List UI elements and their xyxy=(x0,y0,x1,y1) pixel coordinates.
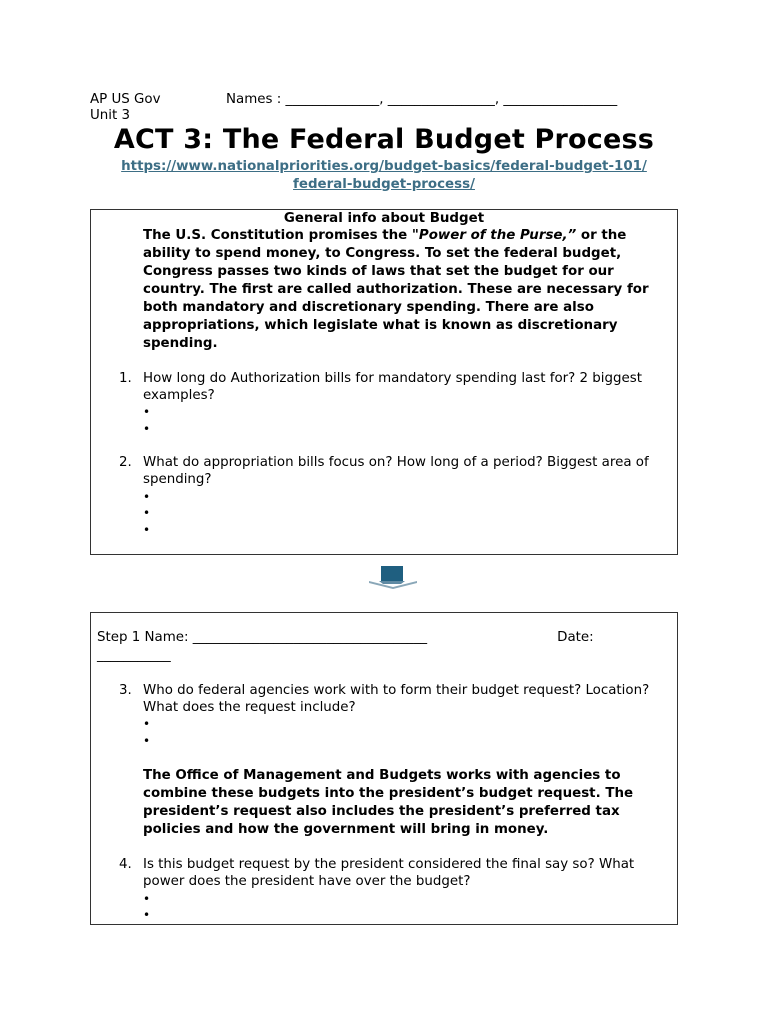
general-info-heading: General info about Budget xyxy=(283,211,485,226)
course-label: AP US Gov xyxy=(90,92,161,107)
question-text: Is this budget request by the president considered the final say so? What power does the president have over the budget? xyxy=(143,857,635,889)
power-of-purse-quote: Power of the Purse,” xyxy=(418,228,577,243)
question-4 xyxy=(119,857,669,923)
answer-bullet[interactable]: • xyxy=(143,908,151,923)
answer-bullet[interactable]: • xyxy=(143,717,151,732)
question-text: What do appropriation bills focus on? How long of a period? Biggest area of spending? xyxy=(143,455,649,487)
date-label: Date: xyxy=(557,630,594,645)
answer-bullets xyxy=(143,891,669,924)
step1-name-field[interactable]: Step 1 Name: ___________________________________ xyxy=(97,630,428,645)
step1-box xyxy=(90,612,678,925)
source-link[interactable] xyxy=(0,158,768,193)
answer-bullet[interactable]: • xyxy=(143,522,151,537)
general-info-box xyxy=(90,209,678,555)
worksheet-header xyxy=(90,92,680,124)
names-field: Names : ______________, ________________, _________________ xyxy=(226,92,618,107)
source-link-line2[interactable]: federal-budget-process/ xyxy=(293,176,475,192)
answer-bullet[interactable]: • xyxy=(143,733,151,748)
general-info-paragraph xyxy=(143,227,669,353)
question-2 xyxy=(119,455,669,538)
step1-header xyxy=(97,629,669,665)
question-number: 3. xyxy=(119,683,132,698)
page-title: ACT 3: The Federal Budget Process xyxy=(113,124,655,155)
question-text: How long do Authorization bills for mandatory spending last for? 2 biggest examples? xyxy=(143,371,642,403)
answer-bullet[interactable]: • xyxy=(143,421,151,436)
answer-bullets xyxy=(143,489,669,539)
answer-bullets xyxy=(143,404,669,437)
answer-bullet[interactable]: • xyxy=(143,489,151,504)
source-link-line1[interactable]: https://www.nationalpriorities.org/budget-basics/federal-budget-101/ xyxy=(121,159,647,174)
question-number: 1. xyxy=(119,371,132,386)
down-arrow-icon xyxy=(366,561,420,591)
para-text-start: The U.S. Constitution promises the " xyxy=(143,228,419,243)
question-number: 4. xyxy=(119,857,132,873)
para-text-end: or the ability to spend money, to Congress. To set the federal budget, Congress passes two kinds of laws that set the budget for our country. The first are called authorization. These are necessary for both mandatory and discretionary spending. There are also appropriations, which legislate what is known as discretionary spending. xyxy=(143,228,649,351)
question-number: 2. xyxy=(119,455,132,471)
answer-bullet[interactable]: • xyxy=(143,891,151,906)
unit-label: Unit 3 xyxy=(90,108,131,123)
question-text: Who do federal agencies work with to form their budget request? Location? What does the request include? xyxy=(143,683,650,715)
date-field[interactable]: ___________ xyxy=(97,648,171,663)
answer-bullet[interactable]: • xyxy=(143,405,151,420)
question-3 xyxy=(119,683,669,749)
answer-bullet[interactable]: • xyxy=(143,506,151,521)
question-1 xyxy=(119,371,669,437)
omb-paragraph: The Office of Management and Budgets works with agencies to combine these budgets into the president’s budget request. The president’s request also includes the president’s preferred tax policies and how the government will bring in money. xyxy=(143,768,634,838)
answer-bullets xyxy=(143,716,669,749)
